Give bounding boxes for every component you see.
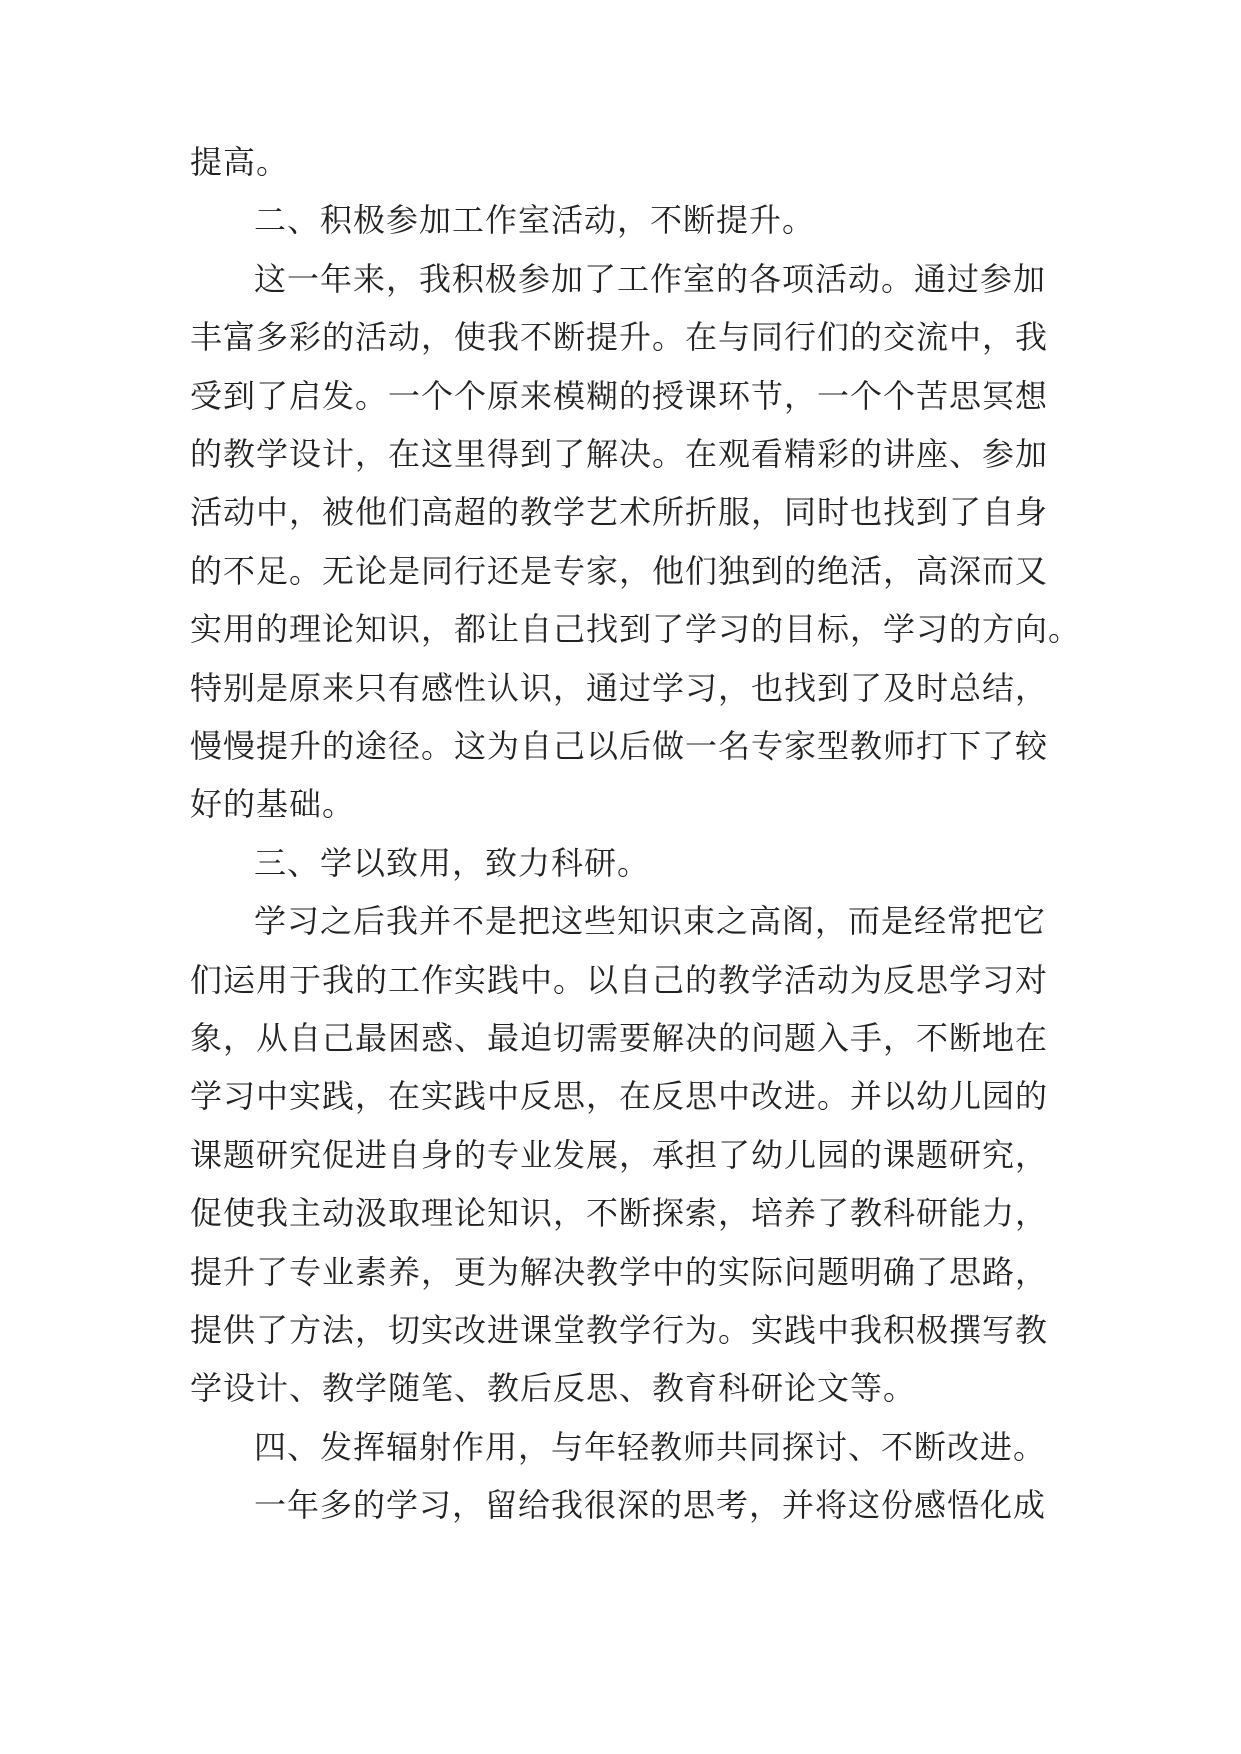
text-line: 学习中实践，在实践中反思，在反思中改进。并以幼儿园的 (190, 1077, 1049, 1116)
text-line: 慢慢提升的途径。这为自己以后做一名专家型教师打下了较 (190, 727, 1049, 765)
text-line: 学习之后我并不是把这些知识束之高阁，而是经常把它 (254, 902, 1047, 941)
section-heading-4: 四、发挥辐射作用，与年轻教师共同探讨、不断改进。 (254, 1427, 1047, 1466)
text-line: 一年多的学习，留给我很深的思考，并将这份感悟化成 (254, 1486, 1047, 1525)
text-line: 课题研究促进自身的专业发展，承担了幼儿园的课题研究， (190, 1135, 1049, 1174)
text-line: 学设计、教学随笔、教后反思、教育科研论文等。 (190, 1369, 917, 1408)
text-line: 象，从自己最困惑、最迫切需要解决的问题入手，不断地在 (190, 1019, 1049, 1057)
text-line: 提升了专业素养，更为解决教学中的实际问题明确了思路， (190, 1252, 1049, 1291)
text-line: 促使我主动汲取理论知识，不断探索，培养了教科研能力， (190, 1194, 1049, 1233)
text-line: 们运用于我的工作实践中。以自己的教学活动为反思学习对 (190, 960, 1049, 999)
text-line: 活动中，被他们高超的教学艺术所折服，同时也找到了自身 (190, 493, 1049, 532)
text-line: 实用的理论知识，都让自己找到了学习的目标，学习的方向。 (190, 610, 1082, 649)
text-line: 提高。 (190, 143, 290, 181)
text-line: 的教学设计，在这里得到了解决。在观看精彩的讲座、参加 (190, 435, 1049, 473)
text-line: 这一年来，我积极参加了工作室的各项活动。通过参加 (254, 259, 1047, 298)
text-line: 好的基础。 (190, 785, 356, 824)
text-line: 提供了方法，切实改进课堂教学行为。实践中我积极撰写教 (190, 1311, 1049, 1349)
section-heading-2: 二、积极参加工作室活动，不断提升。 (254, 201, 816, 240)
text-line: 丰富多彩的活动，使我不断提升。在与同行们的交流中，我 (190, 318, 1049, 357)
text-line: 的不足。无论是同行还是专家，他们独到的绝活，高深而又 (190, 551, 1049, 590)
text-line: 受到了启发。一个个原来模糊的授课环节，一个个苦思冥想 (190, 376, 1049, 415)
text-line: 特别是原来只有感性认识，通过学习，也找到了及时总结， (190, 668, 1049, 707)
section-heading-3: 三、学以致用，致力科研。 (254, 843, 651, 882)
